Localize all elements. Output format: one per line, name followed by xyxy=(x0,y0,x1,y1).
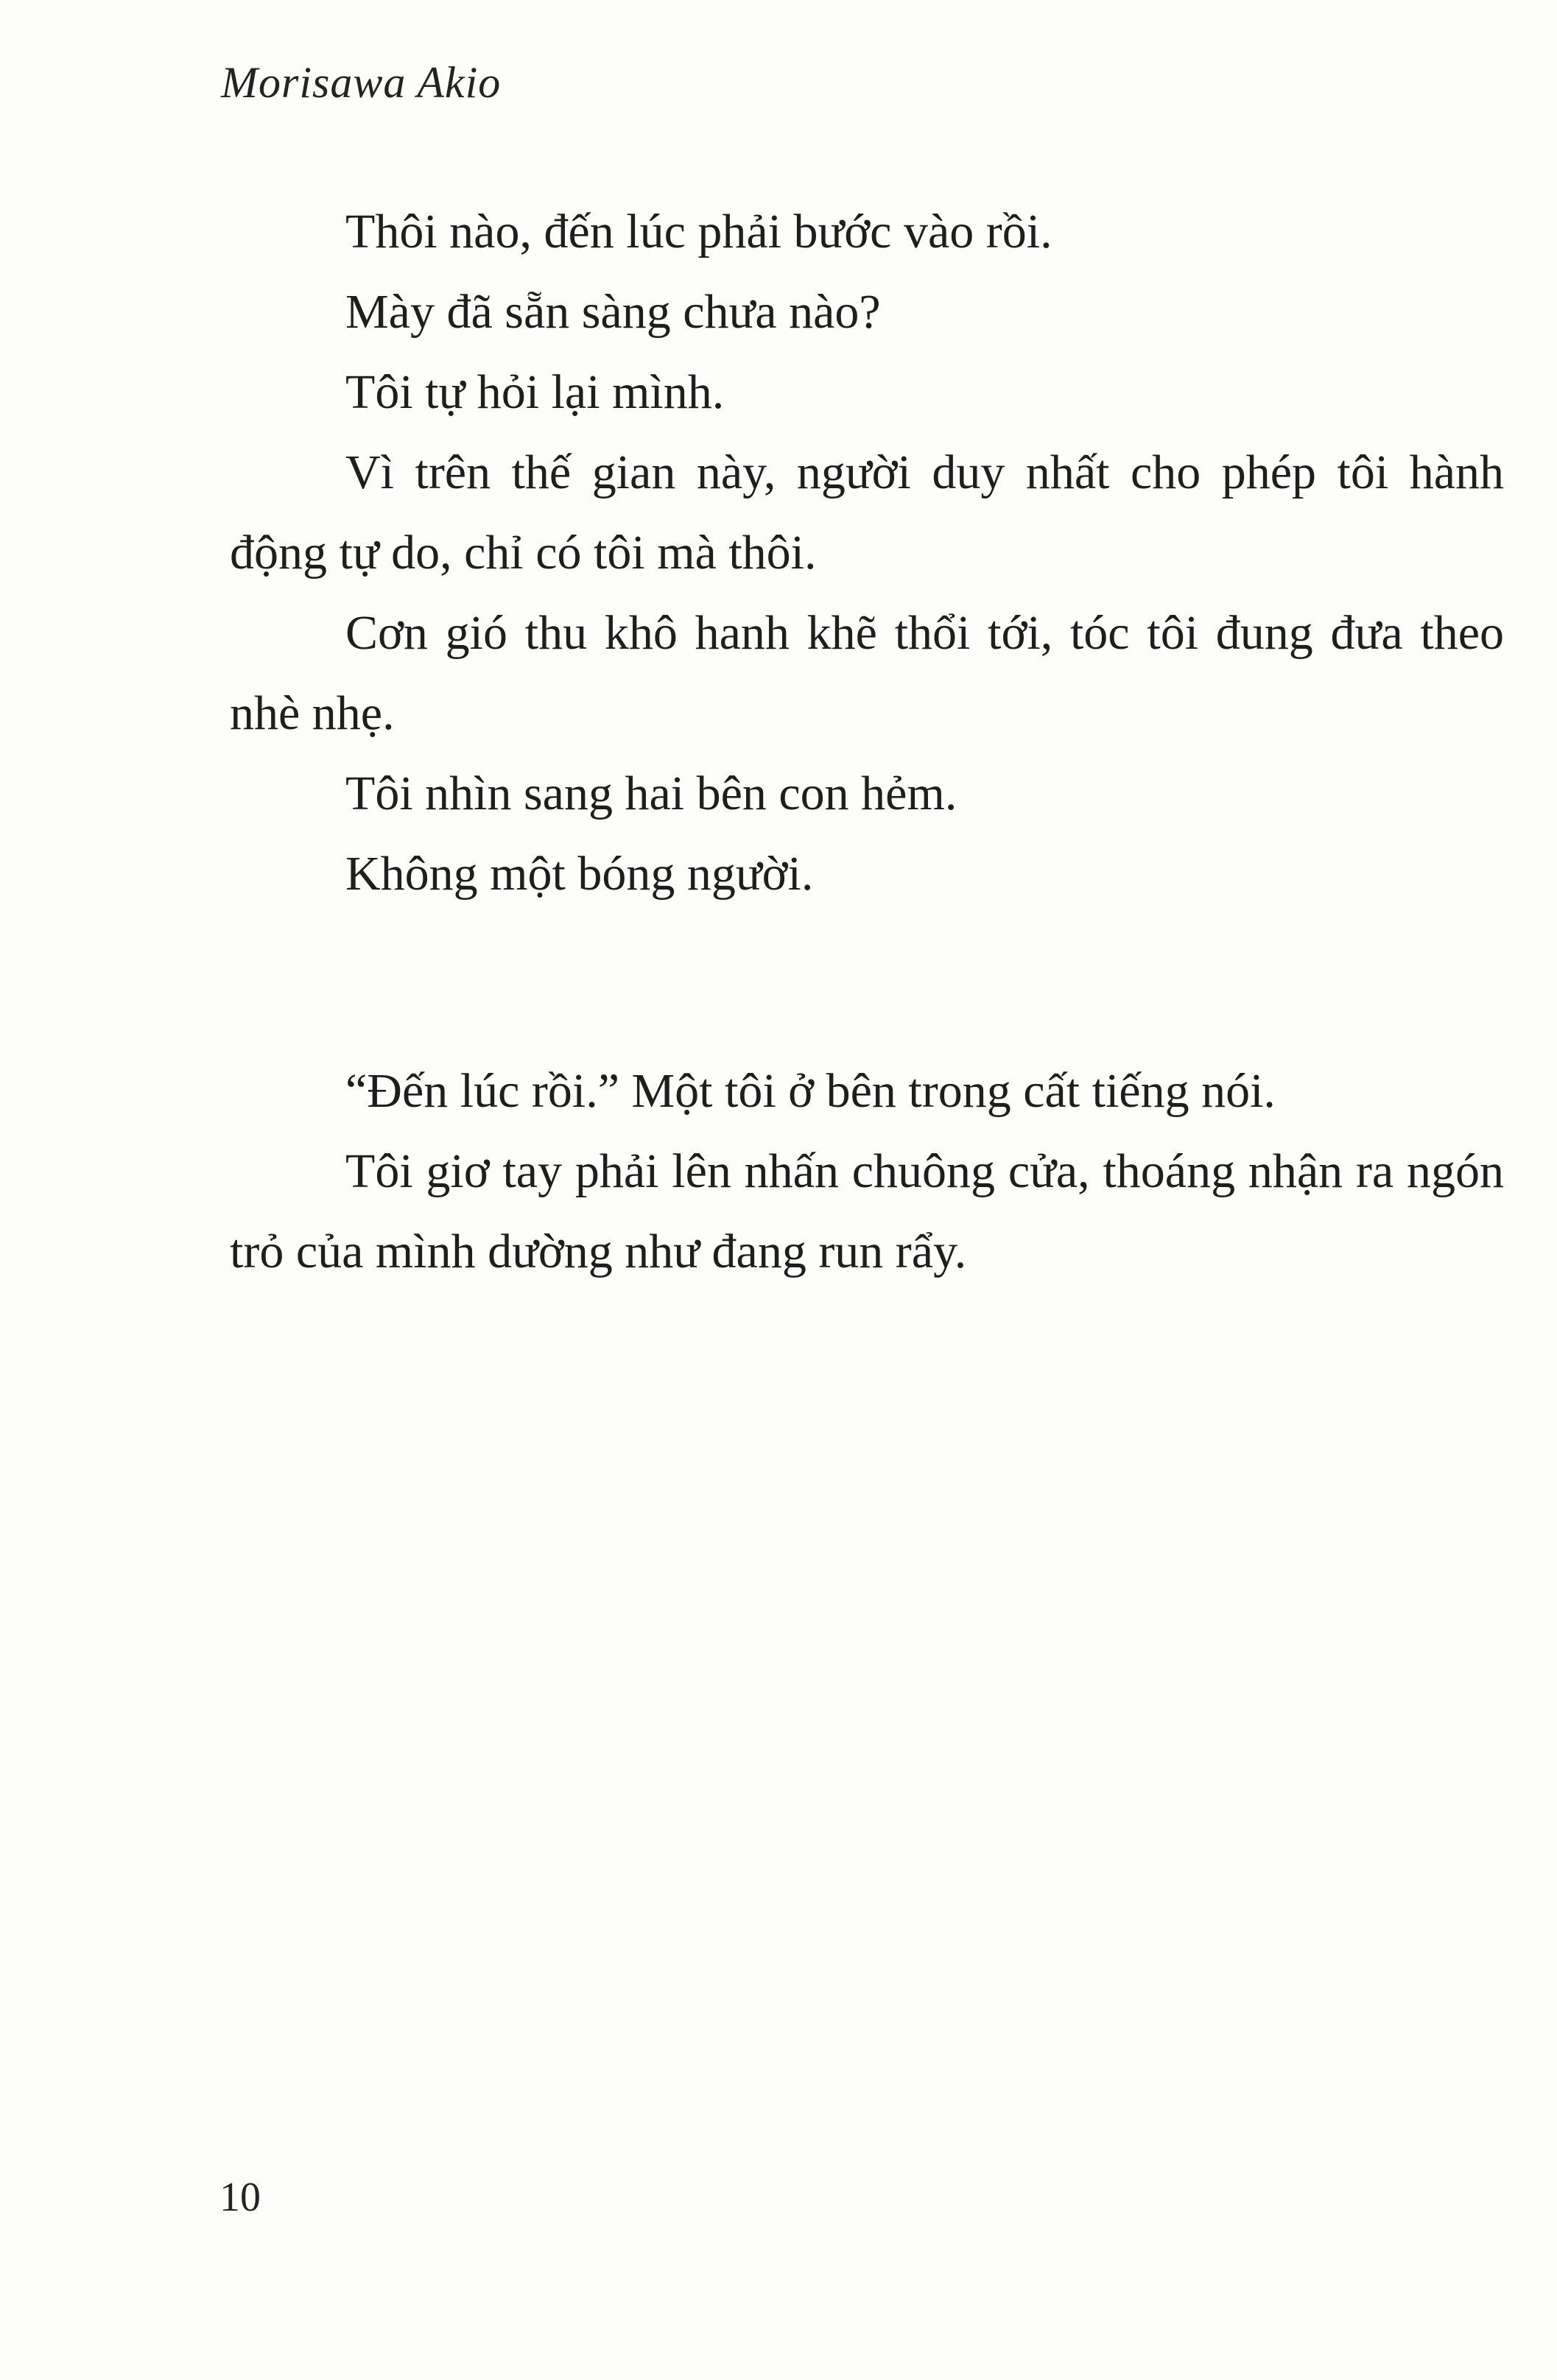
paragraph: Mày đã sẵn sàng chưa nào? xyxy=(345,285,881,339)
paragraph: “Đến lúc rồi.” Một tôi ở bên trong cất tiếng nói. xyxy=(345,1064,1276,1118)
text-section-2 xyxy=(230,1051,1504,1292)
text-section-1 xyxy=(230,191,1504,914)
paragraph: Vì trên thế gian này, người duy nhất cho phép tôi hành động tự do, chỉ có tôi mà thôi. xyxy=(230,446,1504,580)
paragraph: Tôi giơ tay phải lên nhấn chuông cửa, thoáng nhận ra ngón trỏ của mình dường như đang run rẩy. xyxy=(230,1144,1504,1278)
page-number: 10 xyxy=(219,2175,261,2220)
paragraph: Tôi tự hỏi lại mình. xyxy=(345,365,725,419)
paragraph: Cơn gió thu khô hanh khẽ thổi tới, tóc tôi đung đưa theo nhè nhẹ. xyxy=(230,606,1504,740)
paragraph: Thôi nào, đến lúc phải bước vào rồi. xyxy=(345,205,1052,258)
paragraph: Tôi nhìn sang hai bên con hẻm. xyxy=(345,767,957,820)
paragraph: Không một bóng người. xyxy=(345,847,814,901)
running-header-author: Morisawa Akio xyxy=(221,58,502,107)
